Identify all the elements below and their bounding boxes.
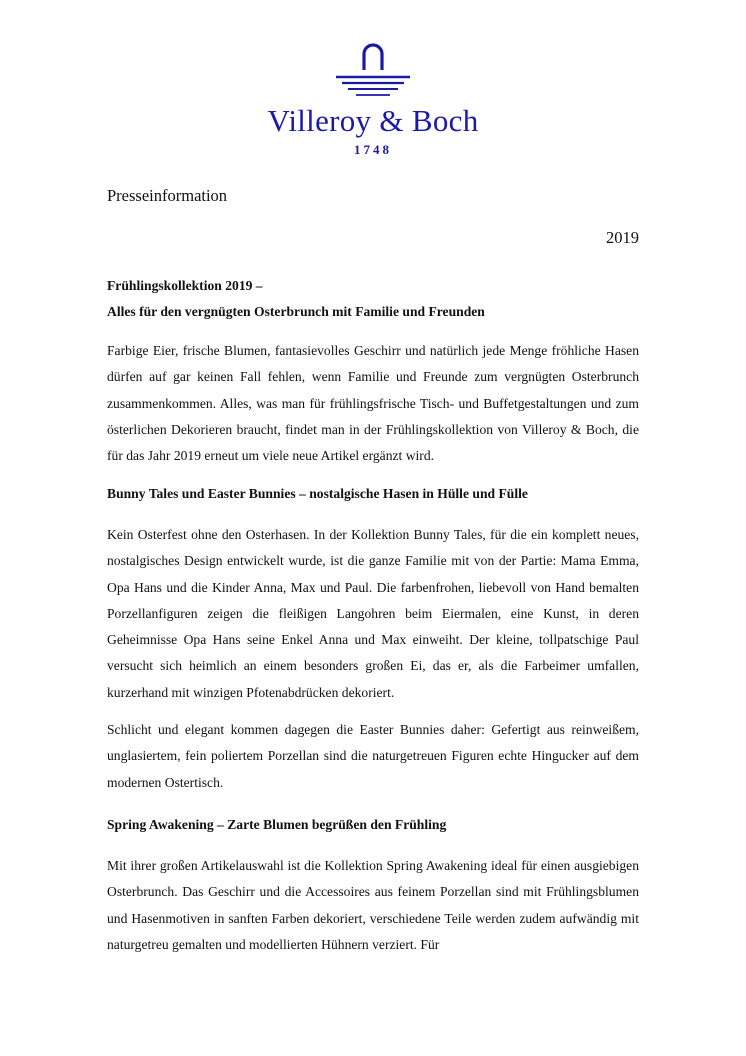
section-1-paragraph-1-block xyxy=(107,522,639,706)
section-2-paragraph-1: Mit ihrer großen Artikelauswahl ist die Kollektion Spring Awakening ideal für einen ausgiebigen Osterbrunch. Das Geschirr und die Accessoires aus feinem Porzellan sind mit Frühlingsblumen und Hasenmotiven in sanften Farben dekoriert, verschiedene Teile werden zudem aufwändig mit naturgetreu gemalten und modellierten Hühnern verziert. Für xyxy=(107,858,639,952)
section-2-heading: Spring Awakening – Zarte Blumen begrüßen den Frühling xyxy=(107,817,447,832)
title-block xyxy=(107,273,639,326)
section-1-paragraph-1: Kein Osterfest ohne den Osterhasen. In der Kollektion Bunny Tales, für die ein komplett neues, nostalgisches Design entwickelt wurde, ist die ganze Familie mit von der Partie: Mama Emma, Opa Hans und die Kinder Anna, Max und Paul. Die farbenfrohen, liebevoll von Hand bemalten Porzellanfiguren zeigen die fleißigen Langohren beim Eiermalen, eine Kunst, in deren Geheimnisse Opa Hans seine Enkel Anna und Max einweiht. Der kleine, tollpatschige Paul versucht sich heimlich an einem besonders großen Ei, das er, als die Farbeimer umfallen, kurzerhand mit winzigen Pfotenabdrücken dekoriert. xyxy=(107,527,639,700)
brand-year: 1748 xyxy=(354,142,392,157)
brand-name: Villeroy & Boch xyxy=(267,103,479,138)
document-type: Presseinformation xyxy=(107,186,228,205)
logo xyxy=(0,40,746,158)
section-2-paragraph-1-block xyxy=(107,853,639,958)
section-1-paragraph-2: Schlicht und elegant kommen dagegen die Easter Bunnies daher: Gefertigt aus reinweißem, unglasiertem, fein poliertem Porzellan sind die naturgetreuen Figuren echte Hingucker auf dem modernen Ostertisch. xyxy=(107,722,639,790)
intro-paragraph: Farbige Eier, frische Blumen, fantasievolles Geschirr und natürlich jede Menge fröhliche Hasen dürfen auf gar keinen Fall fehlen, wenn Familie und Freunde zum vergnügten Osterbrunch zusammenkommen. Alles, was man für frühlingsfrische Tisch- und Buffetgestaltungen und zum österlichen Dekorieren braucht, findet man in der Frühlingskollektion von Villeroy & Boch, die für das Jahr 2019 erneut um viele neue Artikel ergänzt wird. xyxy=(107,343,639,464)
section-1-heading: Bunny Tales und Easter Bunnies – nostalgische Hasen in Hülle und Fülle xyxy=(107,486,528,501)
document-date: 2019 xyxy=(606,228,639,247)
villeroy-boch-emblem-icon xyxy=(298,40,448,98)
section-1-paragraph-2-block xyxy=(107,717,639,796)
section-2-heading-block xyxy=(107,812,639,838)
title-line-2: Alles für den vergnügten Osterbrunch mit Familie und Freunden xyxy=(107,304,485,320)
title-line-1: Frühlingskollektion 2019 – xyxy=(107,278,263,293)
section-1-heading-block xyxy=(107,481,639,507)
intro-paragraph-block xyxy=(107,338,639,469)
